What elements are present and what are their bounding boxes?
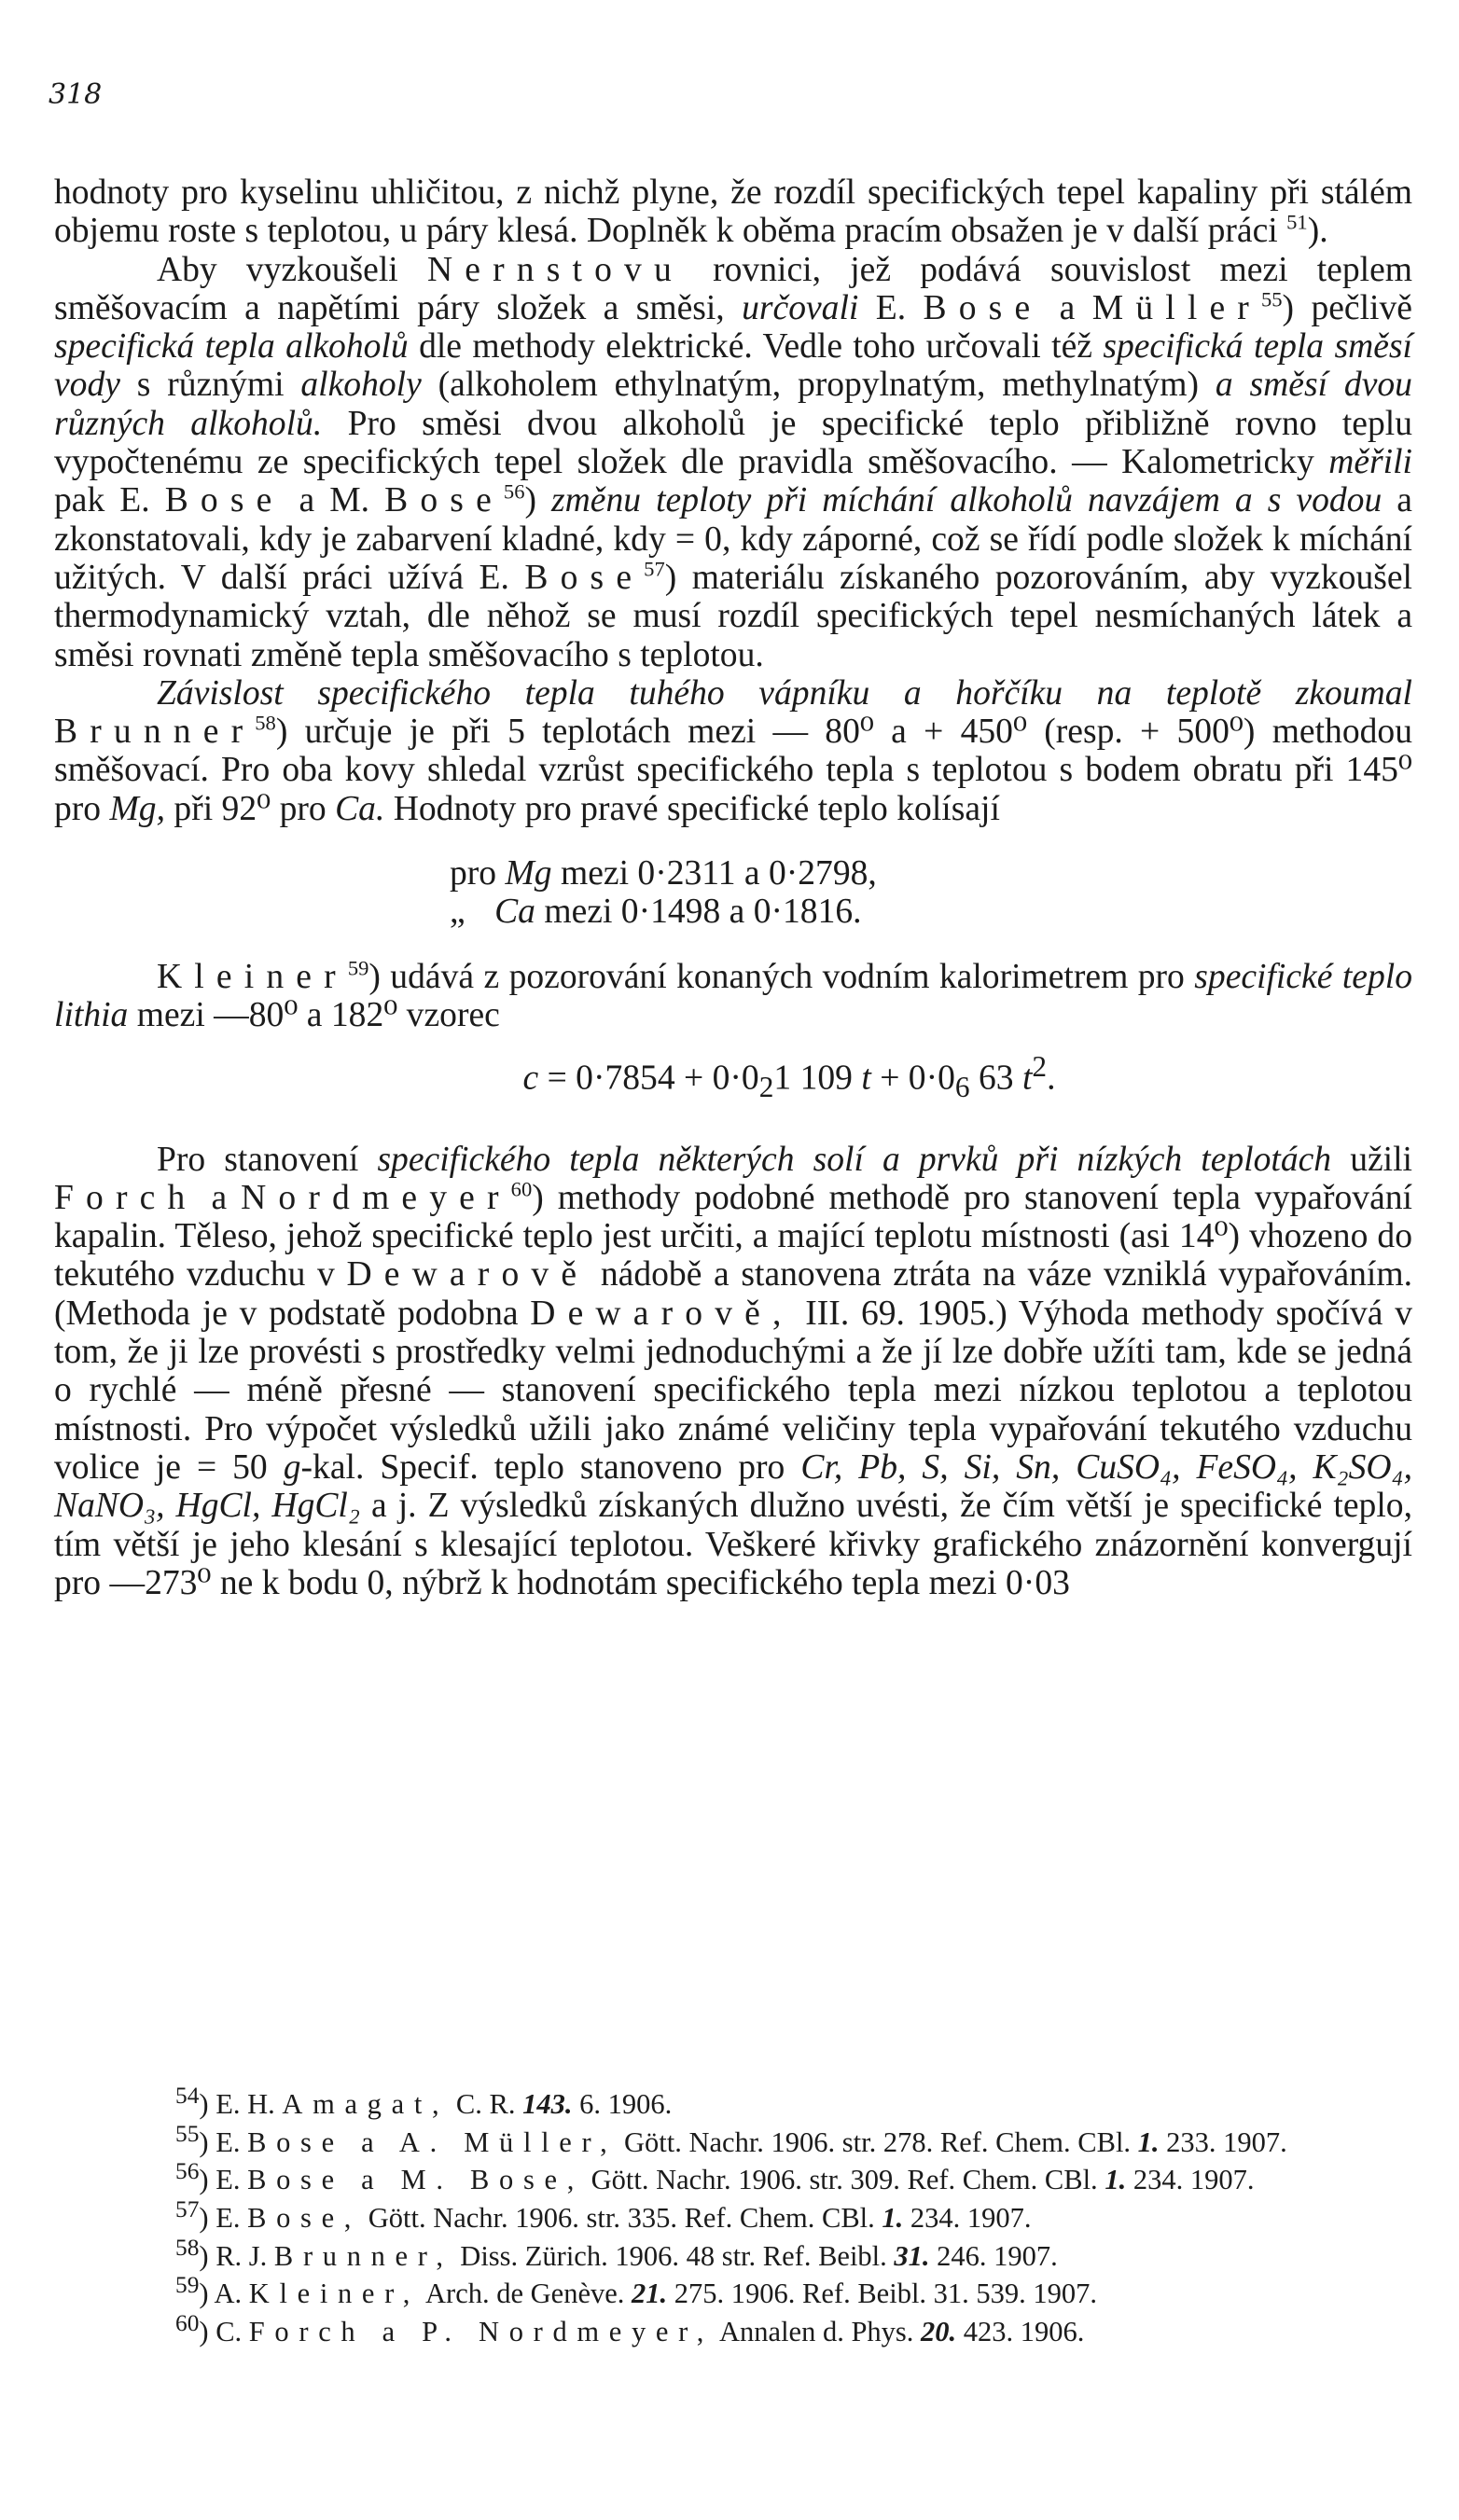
footnote-ref[interactable]: 59: [347, 956, 369, 980]
author-name: Bose: [384, 481, 504, 520]
footnote-ref[interactable]: 55: [1261, 287, 1283, 312]
author-name: Bose: [923, 288, 1043, 327]
footnote: $^{57}$) E. Bose, Gött. Nachr. 1906. str. 335. Ref. Chem. CBl. 1. 234. 1907.: [175, 2195, 1032, 2235]
author-name: Nernstovu: [426, 250, 684, 289]
footnote-ref[interactable]: 60: [510, 1177, 533, 1201]
author-name: Dewarově,: [530, 1294, 794, 1333]
paragraph-1: hodnoty pro kyselinu uhličitou, z nichž plyne, že rozdíl specifických tepel kapaliny při stálém objemu roste s teplotou, u páry klesá. Doplněk k oběma pracím obsažen je v další práci $^{51}$).: [54, 173, 1412, 251]
author-name: Forch: [54, 1178, 198, 1217]
author-name: Brunner: [54, 713, 256, 752]
footnote: $^{56}$) E. Bose a M. Bose, Gött. Nachr. 1906. str. 309. Ref. Chem. CBl. 1. 234. 1907.: [175, 2158, 1255, 2196]
value-row-mg: pro Mg mezi 0·2311 a 0·2798,: [450, 854, 877, 893]
page-number: 318: [49, 78, 103, 111]
author-name: Dewarově: [346, 1255, 590, 1295]
paragraph-4: Kleiner$^{59}$) udává z pozorování konaných vodním kalorimetrem pro specifické teplo lithia mezi —80⁰ a 182⁰ vzorec: [54, 956, 1412, 1034]
footnote: $^{54}$) E. H. Amagat, C. R. 143. 6. 1906.: [175, 2083, 673, 2121]
formula: $c = 0\cdot 7854 + 0\cdot 0_21$ 109 $t + 0\cdot 0_6$ 63 $t^2$.: [522, 1050, 1056, 1104]
author-name: Bose: [524, 558, 645, 597]
paragraph-3: Závislost specifického tepla tuhého vápníku a hořčíku na teplotě zkoumal Brunner$^{58}$) určuje je při 5 teplotách mezi — 80⁰ a + 450⁰ (resp. + 500⁰) methodou směšovací. Pro oba kovy shledal vzrůst specifického tepla s teplotou s bodem obratu při 145⁰ pro Mg, při 92⁰ pro Ca. Hodnoty pro pravé specifické teplo kolísají: [54, 673, 1412, 828]
footnote: $^{60}$) C. Forch a P. Nordmeyer, Annalen d. Phys. 20. 423. 1906.: [175, 2309, 1085, 2348]
footnotes: [54, 2082, 1412, 2347]
paragraph-5: Pro stanovení specifického tepla některých solí a prvků při nízkých teplotách užili Forch a Nordmeyer$^{60}$) methody podobné methodě pro stanovení tepla vypařování kapalin. Těleso, jehož specifické teplo jest určiti, a mající teplotu místnosti (asi 14⁰) vhozeno do tekutého vzduchu v Dewarově nádobě a stanovena ztráta na váze vzniklá vypařováním. (Methoda je v podstatě podobna Dewarově, III. 69. 1905.) Výhoda methody spočívá v tom, že ji lze provésti s prostředky velmi jednoduchými a že jí lze dobře užíti tam, kde se jedná o rychlé — méně přesné — stanovení specifického tepla mezi nízkou teplotou a teplotou místnosti. Pro výpočet výsledků užili jako známé veličiny tepla vypařování tekutého vzduchu volice je = 50 g-kal. Specif. teplo stanoveno pro Cr, Pb, S, Si, Sn, CuSO₄, FeSO₄, K₂SO₄, NaNO₃, HgCl, HgCl₂ a j. Z výsledků získaných dlužno uvésti, že čím větší je specifické teplo, tím větší je jeho klesání s klesající teplotou. Veškeré křivky grafického znázornění konvergují pro —273⁰ ne k bodu 0, nýbrž k hodnotám specifického tepla mezi 0·03: [54, 1140, 1412, 1602]
footnote: $^{55}$) E. Bose a A. Müller, Gött. Nachr. 1906. str. 278. Ref. Chem. CBl. 1. 233. 1907.: [175, 2120, 1287, 2158]
footnote-ref[interactable]: 51: [1286, 210, 1308, 234]
author-name: Bose: [164, 481, 285, 520]
author-name: Kleiner: [157, 957, 348, 996]
main-text: [54, 173, 1412, 1602]
author-name: Nordmeyer: [241, 1178, 511, 1217]
paragraph-2: Aby vyzkoušeli Nernstovu rovnici, jež podává souvislost mezi teplem směšovacím a napětími páry složek a směsi, určovali E. Bose a Müller$^{55}$) pečlivě specifická tepla alkoholů dle methody elektrické. Vedle toho určovali též specifická tepla směsí vody s různými alkoholy (alkoholem ethylnatým, propylnatým, methylnatým) a směsí dvou různých alkoholů. Pro směsi dvou alkoholů je specifické teplo přibližně rovno teplu vypočtenému ze specifických tepel složek dle pravidla směšovacího. — Kalometricky měřili pak E. Bose a M. Bose$^{56}$) změnu teploty při míchání alkoholů navzájem a s vodou a zkonstatovali, kdy je zabarvení kladné, kdy = 0, kdy záporné, což se řídí podle složek k míchání užitých. V další práci užívá E. Bose$^{57}$) materiálu získaného pozorováním, aby vyzkoušel thermodynamický vztah, dle něhož se musí rozdíl specifických tepel nesmíchaných látek a směsi rovnati změně tepla směšovacího s teplotou.: [54, 250, 1412, 674]
footnote: $^{59}$) A. Kleiner, Arch. de Genève. 21. 275. 1906. Ref. Beibl. 31. 539. 1907.: [175, 2272, 1098, 2310]
value-row-ca: „ Ca mezi 0·1498 a 0·1816.: [450, 893, 862, 932]
footnote: $^{58}$) R. J. Brunner, Diss. Zürich. 1906. 48 str. Ref. Beibl. 31. 246. 1907.: [175, 2234, 1058, 2272]
value-table: [450, 854, 1412, 932]
footnote-ref[interactable]: 58: [255, 711, 276, 735]
author-name: Müller: [1091, 288, 1261, 327]
footnote-ref[interactable]: 56: [503, 479, 525, 504]
footnote-ref[interactable]: 57: [644, 557, 665, 581]
